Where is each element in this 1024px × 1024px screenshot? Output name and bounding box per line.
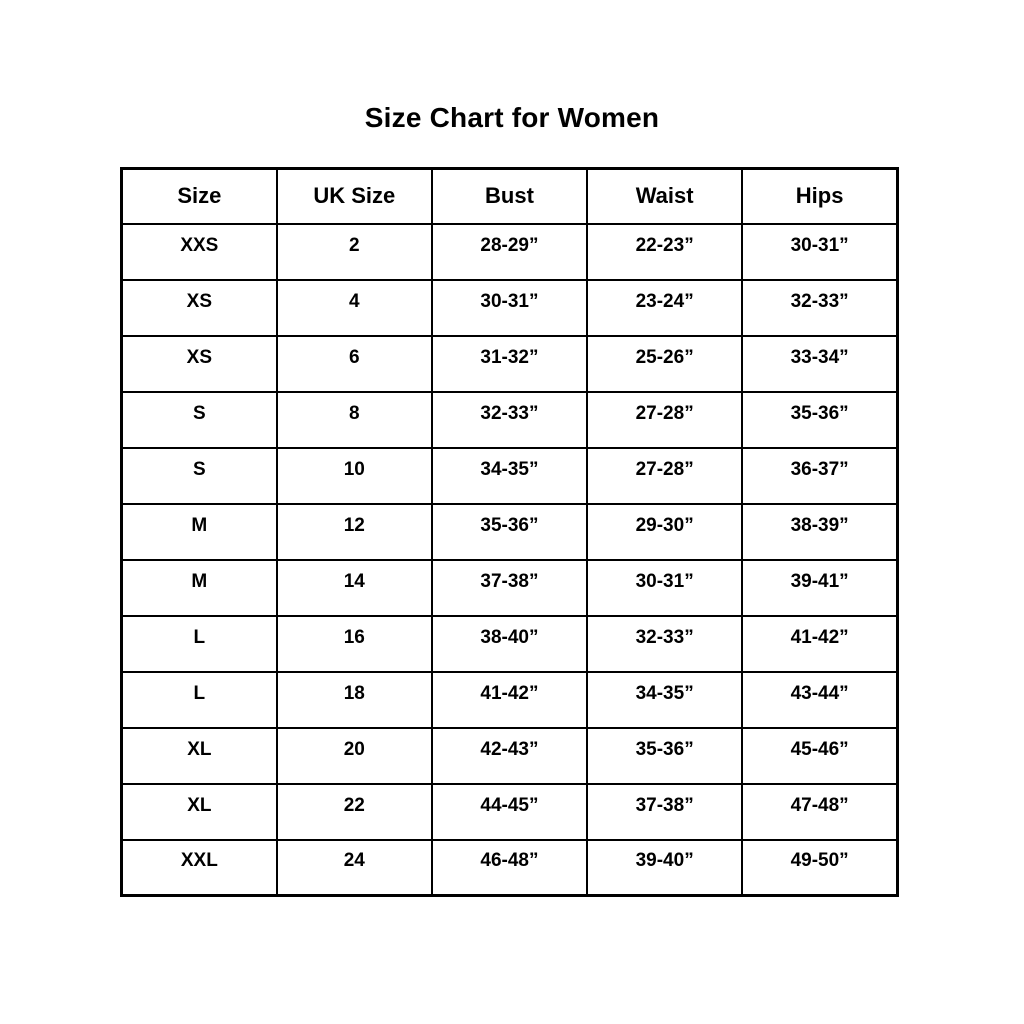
table-cell: 36-37” <box>742 448 897 504</box>
table-cell: XXS <box>122 224 277 280</box>
table-cell: 18 <box>277 672 432 728</box>
page-title: Size Chart for Women <box>364 102 660 133</box>
table-row <box>122 840 898 896</box>
table-cell: 28-29” <box>432 224 587 280</box>
table-cell: M <box>122 560 277 616</box>
table-cell: 27-28” <box>587 392 742 448</box>
table-cell: L <box>122 616 277 672</box>
table-cell: 42-43” <box>432 728 587 784</box>
table-cell: 34-35” <box>432 448 587 504</box>
table-cell: L <box>122 672 277 728</box>
table-row <box>122 280 898 336</box>
table-cell: 49-50” <box>742 840 897 896</box>
table-cell: S <box>122 448 277 504</box>
table-cell: 6 <box>277 336 432 392</box>
table-cell: 30-31” <box>432 280 587 336</box>
table-cell: 35-36” <box>587 728 742 784</box>
table-row <box>122 672 898 728</box>
table-row <box>122 336 898 392</box>
table-cell: 25-26” <box>587 336 742 392</box>
table-row <box>122 784 898 840</box>
table-cell: M <box>122 504 277 560</box>
table-cell: 27-28” <box>587 448 742 504</box>
table-cell: 47-48” <box>742 784 897 840</box>
table-body <box>122 224 898 896</box>
table-cell: 37-38” <box>432 560 587 616</box>
table-cell: 22 <box>277 784 432 840</box>
table-cell: 38-40” <box>432 616 587 672</box>
table-row <box>122 392 898 448</box>
table-cell: XXL <box>122 840 277 896</box>
table-cell: 44-45” <box>432 784 587 840</box>
header-cell: Hips <box>742 169 897 224</box>
table-cell: 14 <box>277 560 432 616</box>
header-cell: Bust <box>432 169 587 224</box>
table-cell: 33-34” <box>742 336 897 392</box>
table-cell: XL <box>122 728 277 784</box>
table-cell: 20 <box>277 728 432 784</box>
table-row <box>122 448 898 504</box>
table-cell: 12 <box>277 504 432 560</box>
table-cell: 29-30” <box>587 504 742 560</box>
table-cell: 38-39” <box>742 504 897 560</box>
table-cell: XS <box>122 280 277 336</box>
table-row <box>122 504 898 560</box>
table-cell: XS <box>122 336 277 392</box>
table-cell: 30-31” <box>587 560 742 616</box>
table-row <box>122 224 898 280</box>
table-row <box>122 560 898 616</box>
table-cell: 32-33” <box>587 616 742 672</box>
table-cell: 34-35” <box>587 672 742 728</box>
size-chart-table <box>120 167 899 897</box>
table-cell: 39-41” <box>742 560 897 616</box>
table-cell: 23-24” <box>587 280 742 336</box>
table-cell: XL <box>122 784 277 840</box>
table-cell: 41-42” <box>432 672 587 728</box>
table-cell: 41-42” <box>742 616 897 672</box>
header-cell: Waist <box>587 169 742 224</box>
table-cell: 46-48” <box>432 840 587 896</box>
table-cell: 35-36” <box>432 504 587 560</box>
table-cell: S <box>122 392 277 448</box>
table-cell: 10 <box>277 448 432 504</box>
table-cell: 8 <box>277 392 432 448</box>
table-cell: 30-31” <box>742 224 897 280</box>
table-cell: 37-38” <box>587 784 742 840</box>
table-cell: 31-32” <box>432 336 587 392</box>
table-cell: 24 <box>277 840 432 896</box>
table-cell: 2 <box>277 224 432 280</box>
table-cell: 35-36” <box>742 392 897 448</box>
table-cell: 32-33” <box>742 280 897 336</box>
table-cell: 39-40” <box>587 840 742 896</box>
table-cell: 32-33” <box>432 392 587 448</box>
header-row <box>122 169 898 224</box>
table-cell: 22-23” <box>587 224 742 280</box>
table-cell: 16 <box>277 616 432 672</box>
table-cell: 45-46” <box>742 728 897 784</box>
header-cell: UK Size <box>277 169 432 224</box>
table-cell: 4 <box>277 280 432 336</box>
table-row <box>122 728 898 784</box>
table-cell: 43-44” <box>742 672 897 728</box>
table-row <box>122 616 898 672</box>
header-cell: Size <box>122 169 277 224</box>
